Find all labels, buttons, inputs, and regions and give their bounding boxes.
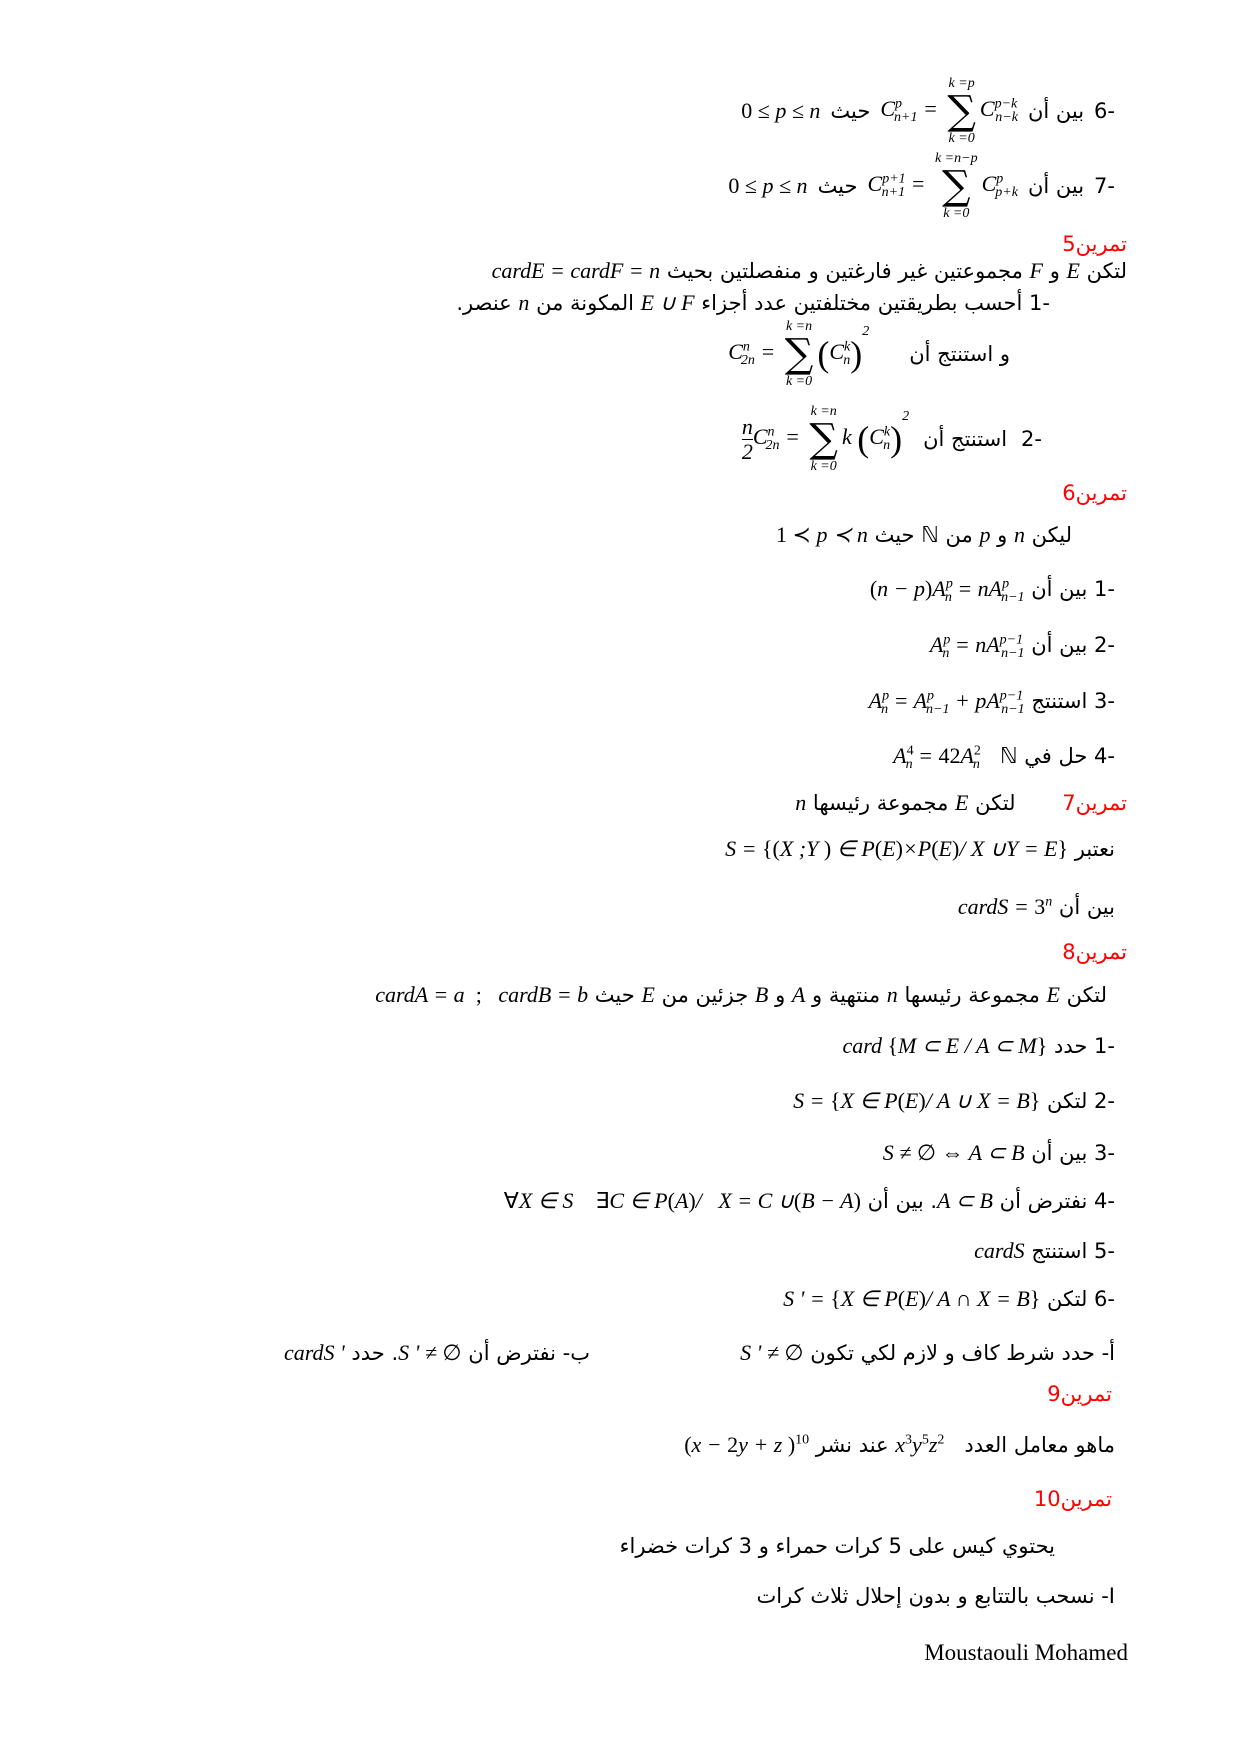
author-signature: Moustaouli Mohamed [924,1640,1128,1665]
ex7-show: بين أن cardS = $3^n$ [957,894,1115,919]
ex7-consider: نعتبر S = {(X ;Y ) ∈ P(E)×P(E)/ X ∪Y = E} [725,836,1115,861]
ex5-formula2: $\frac{n}{2}$ $C^n_{2n}$ = k =n ∑ k =0 k $(C^k_n)^2$ [741,404,910,474]
ex4-item7-formula: $C^{p+1}_{n+1}$ = k =n−p ∑ k =0 $C^p_{p+k}$ [867,151,1018,221]
ex7-heading-line: تمرين7 لتكن E مجموعة رئيسها n [795,790,1127,815]
ex8-part-a: أ- حدد شرط كاف و لازم لكي تكون S ' ≠ ∅ [740,1340,1115,1365]
ex8-item6: -6 لتكن S ' = {X ∈ P(E)/ A ∩ X = B} [783,1286,1115,1311]
ex8-part-b: ب- نفترض أن S ' ≠ ∅. حدد cardS ' [284,1340,590,1365]
ex6-item2: -2 بين أن $A^p_n = nA^{p-1}_{n-1}$ [929,632,1115,662]
ex8-item1: -1 حدد card {M ⊂ E / A ⊂ M} [842,1033,1115,1058]
ex10-heading: تمرين10 [1033,1487,1112,1511]
ex8-heading: تمرين8 [1062,940,1127,964]
ex6-item4: -4 حل في ℕ $A^4_n = 42A^2_n$ [893,743,1115,773]
ex8-item4: -4 نفترض أن A ⊂ B. بين أن ∀X ∈ S ∃C ∈ P(A)/ X = C ∪(B − A) [503,1188,1115,1213]
ex6-intro: ليكن n و p من ℕ حيث 1 ≺ p ≺ n [776,522,1072,547]
ex6-heading: تمرين6 [1062,481,1127,505]
ex8-item3: -3 بين أن S ≠ ∅ ⇔ A ⊂ B [882,1140,1115,1165]
ex4-item6-formula: $C^p_{n+1}$ = k =p ∑ k =0 $C^{p-k}_{n-k}$ [880,76,1018,146]
ex6-item3: -3 استنتج $A^p_n = A^p_{n-1} + pA^{p-1}_{n-1}$ [868,688,1115,718]
ex9-heading: تمرين9 [1047,1382,1112,1406]
ex5-item2: -2 استنتج أن $\frac{n}{2}$ $C^n_{2n}$ = k =n ∑ k =0 k $(C^k_n)^2$ [741,404,1042,474]
ex8-intro: لتكن E مجموعة رئيسها n منتهية و A و B جزئين من E حيث cardA = a ; cardB = b [375,982,1107,1007]
ex8-item5: -5 استنتج cardS [974,1238,1115,1263]
ex7-heading: تمرين7 [1062,791,1127,815]
ex5-formula1: $C^n_{2n}$ = k =n ∑ k =0 $(C^k_n)^2$ [728,319,870,389]
ex5-intro: لتكن E و F مجموعتين غير فارغتين و منفصلتين بحيث cardE = cardF = n [491,258,1127,283]
ex5-heading: تمرين5 [1062,232,1127,256]
ex9-question: ماهو معامل العدد $x^3y^5z^2$ عند نشر (x − 2y + z )$^{10}$ [684,1432,1115,1457]
ex10-line1: يحتوي كيس على 5 كرات حمراء و 3 كرات خضراء [619,1534,1055,1558]
ex4-item7: -7 بين أن $C^{p+1}_{n+1}$ = k =n−p ∑ k =0 $C^p_{p+k}$ حيث 0 ≤ p ≤ n [728,151,1115,221]
ex6-item1: -1 بين أن $(n - p)A^p_n = nA^p_{n-1}$ [869,576,1115,606]
ex4-item6: -6 بين أن $C^p_{n+1}$ = k =p ∑ k =0 $C^{p-k}_{n-k}$ حيث 0 ≤ p ≤ n [741,76,1115,146]
ex5-item1: -1 أحسب بطريقتين مختلفتين عدد أجزاء E ∪ F المكونة من n عنصر. [456,290,1050,315]
ex10-line2: I- نسحب بالتتابع و بدون إحلال ثلاث كرات [756,1584,1115,1608]
ex5-deduce1: و استنتج أن $C^n_{2n}$ = k =n ∑ k =0 $(C^k_n)^2$ [728,319,1010,389]
ex8-item2: -2 لتكن S = {X ∈ P(E)/ A ∪ X = B} [793,1088,1115,1113]
